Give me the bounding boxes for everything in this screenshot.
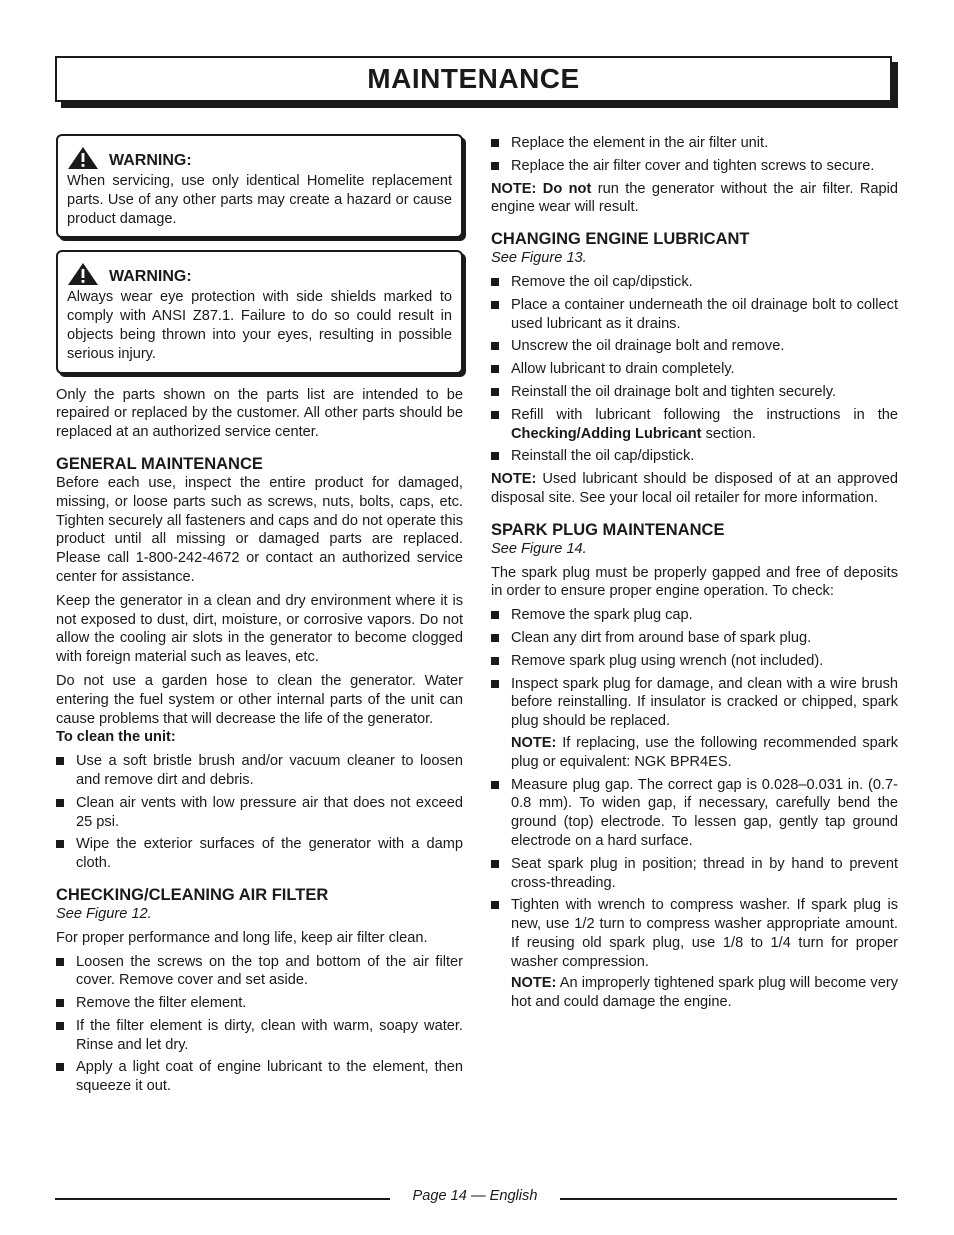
list-item: [56, 835, 463, 873]
air-filter-list-continued: [491, 134, 898, 176]
list-item-text: Apply a light coat of engine lubricant to the element, then squeeze it out.: [76, 1059, 463, 1095]
list-item-text: Tighten with wrench to compress washer. If spark plug is new, use 1/2 turn to compress washer appropriate amount. If reusing old spark plug, use 1/8 to 1/4 turn for proper washer compression.: [511, 897, 898, 970]
list-item: [491, 447, 898, 466]
square-bullet-icon: [56, 1022, 64, 1030]
footer-rule-right: [560, 1198, 897, 1200]
list-item-text: Inspect spark plug for damage, and clean with a wire brush before reinstalling. If insulator is cracked or chipped, spark plug should be replaced.: [511, 675, 898, 730]
warning-label: WARNING:: [109, 268, 192, 286]
right-column: [491, 134, 898, 1016]
note-text: run the generator without the air filter. Rapid engine wear will result.: [491, 180, 898, 216]
page-number: Page 14 — English: [412, 1188, 538, 1204]
list-item-text: Refill with lubricant following the instructions in the: [511, 406, 898, 423]
air-filter-intro: For proper performance and long life, keep air filter clean.: [56, 929, 428, 946]
general-paragraph-1: Before each use, inspect the entire product for damaged, missing, or loose parts such as screws, nuts, bolts, caps, etc. Tighten securely all fasteners and caps and do not operate this product until all missing or damaged parts are replaced. Please call 1-800-242-4672 or contact an authorized service center for assistance.: [56, 474, 463, 585]
left-column: [56, 134, 463, 1100]
page-footer: [55, 1188, 897, 1208]
clean-unit-label-text: To clean the unit:: [56, 729, 176, 746]
square-bullet-icon: [56, 799, 64, 807]
list-item: [491, 273, 898, 292]
square-bullet-icon: [491, 278, 499, 286]
footer-rule-left: [55, 1198, 390, 1200]
list-item: [491, 629, 898, 648]
list-item: [56, 1058, 463, 1096]
figure-reference: See Figure 12.: [56, 905, 152, 922]
figure-reference: See Figure 13.: [491, 250, 587, 267]
list-item-text: Unscrew the oil drainage bolt and remove.: [511, 338, 785, 355]
list-item-text: Place a container underneath the oil drainage bolt to collect used lubricant as it drains.: [511, 296, 898, 332]
list-item: [491, 296, 898, 334]
square-bullet-icon: [56, 840, 64, 848]
list-item: [56, 794, 463, 832]
list-item: [491, 776, 898, 851]
list-item-text: Loosen the screws on the top and bottom of the air filter cover. Remove cover and set aside.: [76, 953, 463, 989]
clean-unit-list: [56, 752, 463, 873]
warning-label: WARNING:: [109, 152, 192, 169]
heading-spark-plug: SPARK PLUG MAINTENANCE: [491, 520, 725, 539]
warning-box-replacement-parts: [56, 134, 463, 238]
warning-triangle-icon: [67, 146, 99, 170]
section-reference: Checking/Adding Lubricant: [511, 425, 702, 442]
square-bullet-icon: [491, 860, 499, 868]
square-bullet-icon: [56, 1063, 64, 1071]
square-bullet-icon: [491, 342, 499, 350]
list-item-text: Allow lubricant to drain completely.: [511, 361, 735, 378]
list-item: [491, 675, 898, 772]
square-bullet-icon: [491, 901, 499, 909]
warning-box-eye-protection: [56, 250, 463, 373]
warning-text: When servicing, use only identical Homelite replacement parts. Use of any other parts may create a hazard or cause product damage.: [67, 173, 452, 227]
warning-triangle-icon: [67, 262, 99, 286]
list-item-text: Reinstall the oil cap/dipstick.: [511, 448, 695, 465]
note-text: Used lubricant should be disposed of at an approved disposal site. See your local oil retailer for more information.: [491, 471, 898, 506]
square-bullet-icon: [56, 958, 64, 966]
spark-intro: The spark plug must be properly gapped and free of deposits in order to ensure proper engine operation. To check:: [491, 564, 898, 600]
list-item: [491, 360, 898, 379]
list-item: [491, 606, 898, 625]
spark-plug-list: [491, 606, 898, 1012]
warning-text: Always wear eye protection with side shields marked to comply with ANSI Z87.1. Failure to do so could result in objects being thrown into your eyes, resulting in possible serious injury.: [67, 289, 452, 362]
air-filter-note: [491, 180, 898, 218]
heading-general-maintenance: GENERAL MAINTENANCE: [56, 454, 263, 473]
list-item: [491, 383, 898, 402]
square-bullet-icon: [491, 680, 499, 688]
square-bullet-icon: [491, 301, 499, 309]
warning-header: [67, 146, 452, 170]
list-item-text: section.: [701, 425, 756, 442]
inline-note: [511, 734, 898, 772]
list-item: [491, 855, 898, 893]
list-item-text: Clean any dirt from around base of spark plug.: [511, 629, 812, 646]
list-item: [56, 752, 463, 790]
square-bullet-icon: [56, 999, 64, 1007]
square-bullet-icon: [491, 611, 499, 619]
general-paragraph-2: Keep the generator in a clean and dry environment where it is not exposed to dust, dirt, moisture, or corrosive vapors. Do not allow the cooling air slots in the generator to become clogged with foreign material such as leaves, etc.: [56, 592, 463, 666]
list-item-text: Remove spark plug using wrench (not included).: [511, 652, 824, 669]
inline-note: [511, 974, 898, 1012]
list-item: [491, 896, 898, 1012]
lubricant-note: [491, 470, 898, 508]
page-title: MAINTENANCE: [367, 63, 580, 94]
air-filter-list: [56, 953, 463, 1097]
list-item: [56, 994, 463, 1013]
warning-header: [67, 262, 452, 286]
list-item-text: If the filter element is dirty, clean with warm, soapy water. Rinse and let dry.: [76, 1017, 463, 1053]
list-item: [491, 337, 898, 356]
list-item-text: Replace the element in the air filter unit.: [511, 135, 769, 151]
list-item-text: Measure plug gap. The correct gap is 0.028–0.031 in. (0.7-0.8 mm). To widen gap, if necessary, carefully bend the ground (top) electrode. To lessen gap, gently tap ground electrode on a hard surface.: [511, 776, 898, 849]
list-item-text: Seat spark plug in position; thread in by hand to prevent cross-threading.: [511, 855, 898, 891]
note-text: If replacing, use the following recommended spark plug or equivalent: NGK BPR4ES.: [511, 734, 898, 770]
list-item: [56, 1017, 463, 1055]
list-item-text: Remove the spark plug cap.: [511, 607, 693, 624]
square-bullet-icon: [56, 757, 64, 765]
list-item-text: Remove the oil cap/dipstick.: [511, 273, 693, 290]
square-bullet-icon: [491, 365, 499, 373]
list-item: [491, 134, 898, 153]
list-item-text: Use a soft bristle brush and/or vacuum cleaner to loosen and remove dirt and debris.: [76, 753, 463, 788]
square-bullet-icon: [491, 411, 499, 419]
list-item: [491, 157, 898, 176]
square-bullet-icon: [491, 452, 499, 460]
lubricant-list: [491, 273, 898, 466]
square-bullet-icon: [491, 781, 499, 789]
note-label: NOTE:: [511, 975, 557, 992]
square-bullet-icon: [491, 657, 499, 665]
heading-air-filter: CHECKING/CLEANING AIR FILTER: [56, 885, 329, 904]
list-item: [491, 652, 898, 671]
list-item: [56, 953, 463, 991]
square-bullet-icon: [491, 162, 499, 170]
square-bullet-icon: [491, 634, 499, 642]
list-item-text: Remove the filter element.: [76, 995, 247, 1012]
square-bullet-icon: [491, 388, 499, 396]
clean-unit-label: [56, 728, 463, 747]
note-text: An improperly tightened spark plug will become very hot and could damage the engine.: [511, 975, 898, 1011]
list-item-text: Clean air vents with low pressure air that does not exceed 25 psi.: [76, 794, 463, 830]
list-item-text: Replace the air filter cover and tighten screws to secure.: [511, 157, 875, 174]
list-item: [491, 406, 898, 444]
square-bullet-icon: [491, 139, 499, 147]
list-item-text: Reinstall the oil drainage bolt and tighten securely.: [511, 383, 837, 400]
intro-paragraph: Only the parts shown on the parts list are intended to be repaired or replaced by the customer. All other parts should be replaced at an authorized service center.: [56, 386, 463, 441]
title-box: [55, 56, 892, 102]
note-label: NOTE:: [511, 734, 557, 751]
heading-engine-lubricant: CHANGING ENGINE LUBRICANT: [491, 230, 750, 249]
list-item-text: Wipe the exterior surfaces of the generator with a damp cloth.: [76, 836, 463, 872]
note-label: NOTE:: [491, 471, 537, 488]
note-label: NOTE: Do not: [491, 180, 592, 197]
figure-reference: See Figure 14.: [491, 540, 587, 557]
general-paragraph-3: Do not use a garden hose to clean the generator. Water entering the fuel system or other internal parts of the unit can cause problems that will decrease the life of the generator.: [56, 672, 463, 727]
